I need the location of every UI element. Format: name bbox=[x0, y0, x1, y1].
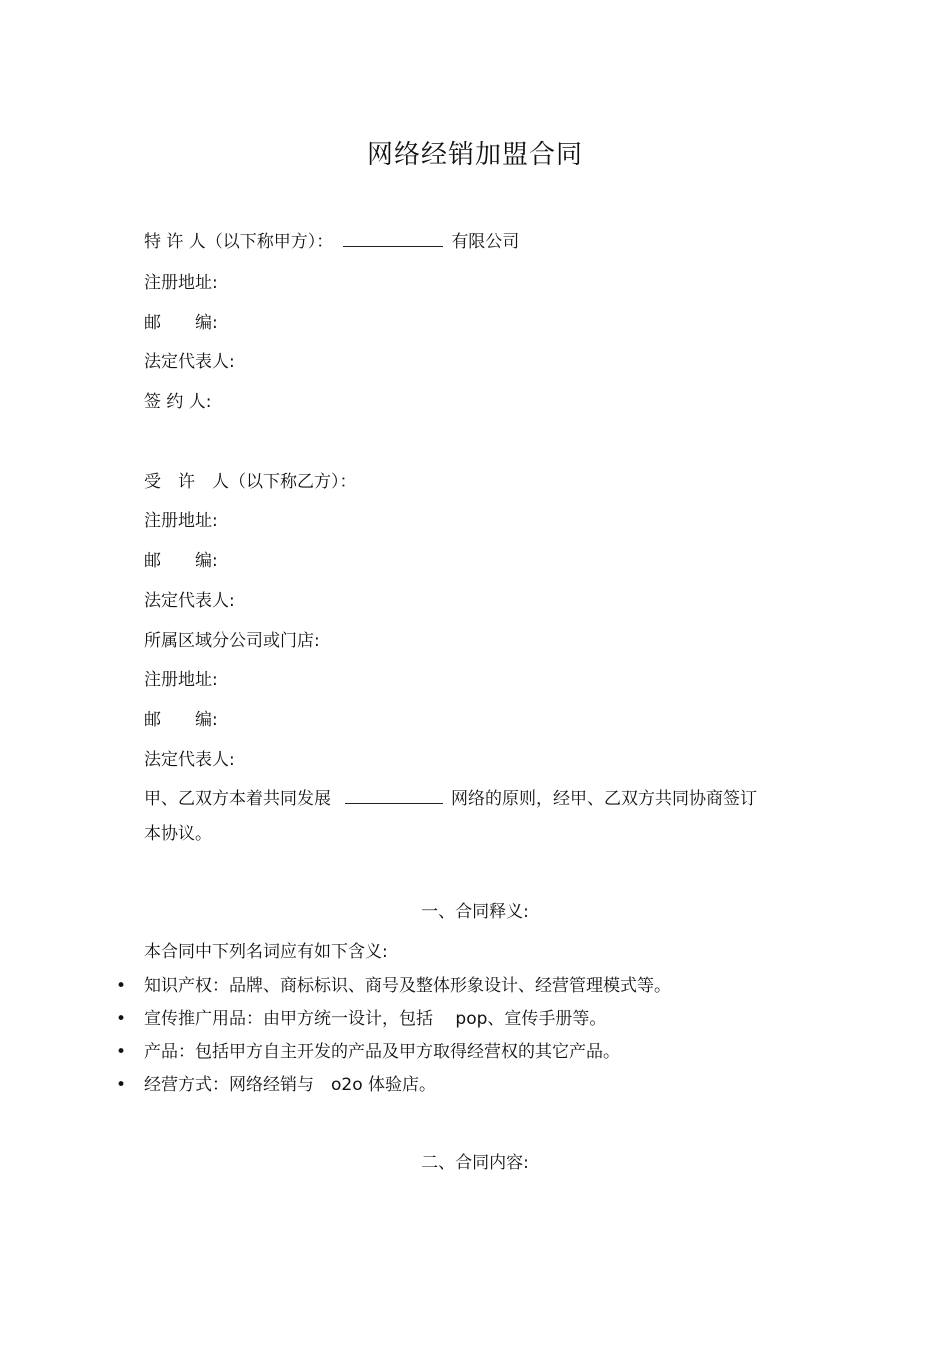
bullet-dot: • bbox=[116, 1042, 127, 1062]
list-item: 宣传推广用品：由甲方统一设计，包括 pop、宣传手册等。 bbox=[144, 1009, 607, 1029]
section-1-heading: 一、合同释义: bbox=[421, 902, 529, 922]
bullet-dot: • bbox=[116, 976, 127, 996]
preamble-part1: 甲、乙双方本着共同发展 bbox=[144, 789, 331, 809]
list-item: 经营方式：网络经销与 o2o 体验店。 bbox=[144, 1075, 437, 1095]
party-a-postcode: 邮 编: bbox=[144, 313, 218, 333]
party-a-label: 特 许 人（以下称甲方）： bbox=[144, 232, 334, 252]
party-b-branch-rep: 法定代表人: bbox=[144, 750, 235, 770]
party-a-suffix: 有限公司 bbox=[451, 232, 520, 252]
party-a-line bbox=[144, 230, 519, 254]
preamble-line-1 bbox=[144, 787, 757, 811]
party-a-company-blank bbox=[343, 232, 443, 247]
party-b-postcode: 邮 编: bbox=[144, 551, 218, 571]
party-a-rep: 法定代表人: bbox=[144, 352, 235, 372]
party-b-branch: 所属区域分公司或门店: bbox=[144, 631, 320, 651]
page-title: 网络经销加盟合同 bbox=[366, 140, 583, 170]
preamble-line-2: 本协议。 bbox=[144, 824, 212, 844]
party-a-signer: 签 约 人: bbox=[144, 392, 212, 412]
party-b-address: 注册地址: bbox=[144, 511, 218, 531]
party-b-label: 受 许 人（以下称乙方）： bbox=[144, 472, 357, 492]
list-item: 产品：包括甲方自主开发的产品及甲方取得经营权的其它产品。 bbox=[144, 1042, 620, 1062]
preamble-blank bbox=[345, 789, 443, 804]
list-item: 知识产权：品牌、商标标识、商号及整体形象设计、经营管理模式等。 bbox=[144, 976, 671, 996]
section-1-intro: 本合同中下列名词应有如下含义: bbox=[144, 942, 388, 962]
bullet-dot: • bbox=[116, 1075, 127, 1095]
party-b-branch-postcode: 邮 编: bbox=[144, 710, 218, 730]
party-b-branch-address: 注册地址: bbox=[144, 670, 218, 690]
bullet-dot: • bbox=[116, 1009, 127, 1029]
party-a-address: 注册地址: bbox=[144, 273, 218, 293]
section-2-heading: 二、合同内容: bbox=[421, 1153, 529, 1173]
preamble-part2: 网络的原则，经甲、乙双方共同协商签订 bbox=[451, 789, 757, 809]
party-b-rep: 法定代表人: bbox=[144, 591, 235, 611]
